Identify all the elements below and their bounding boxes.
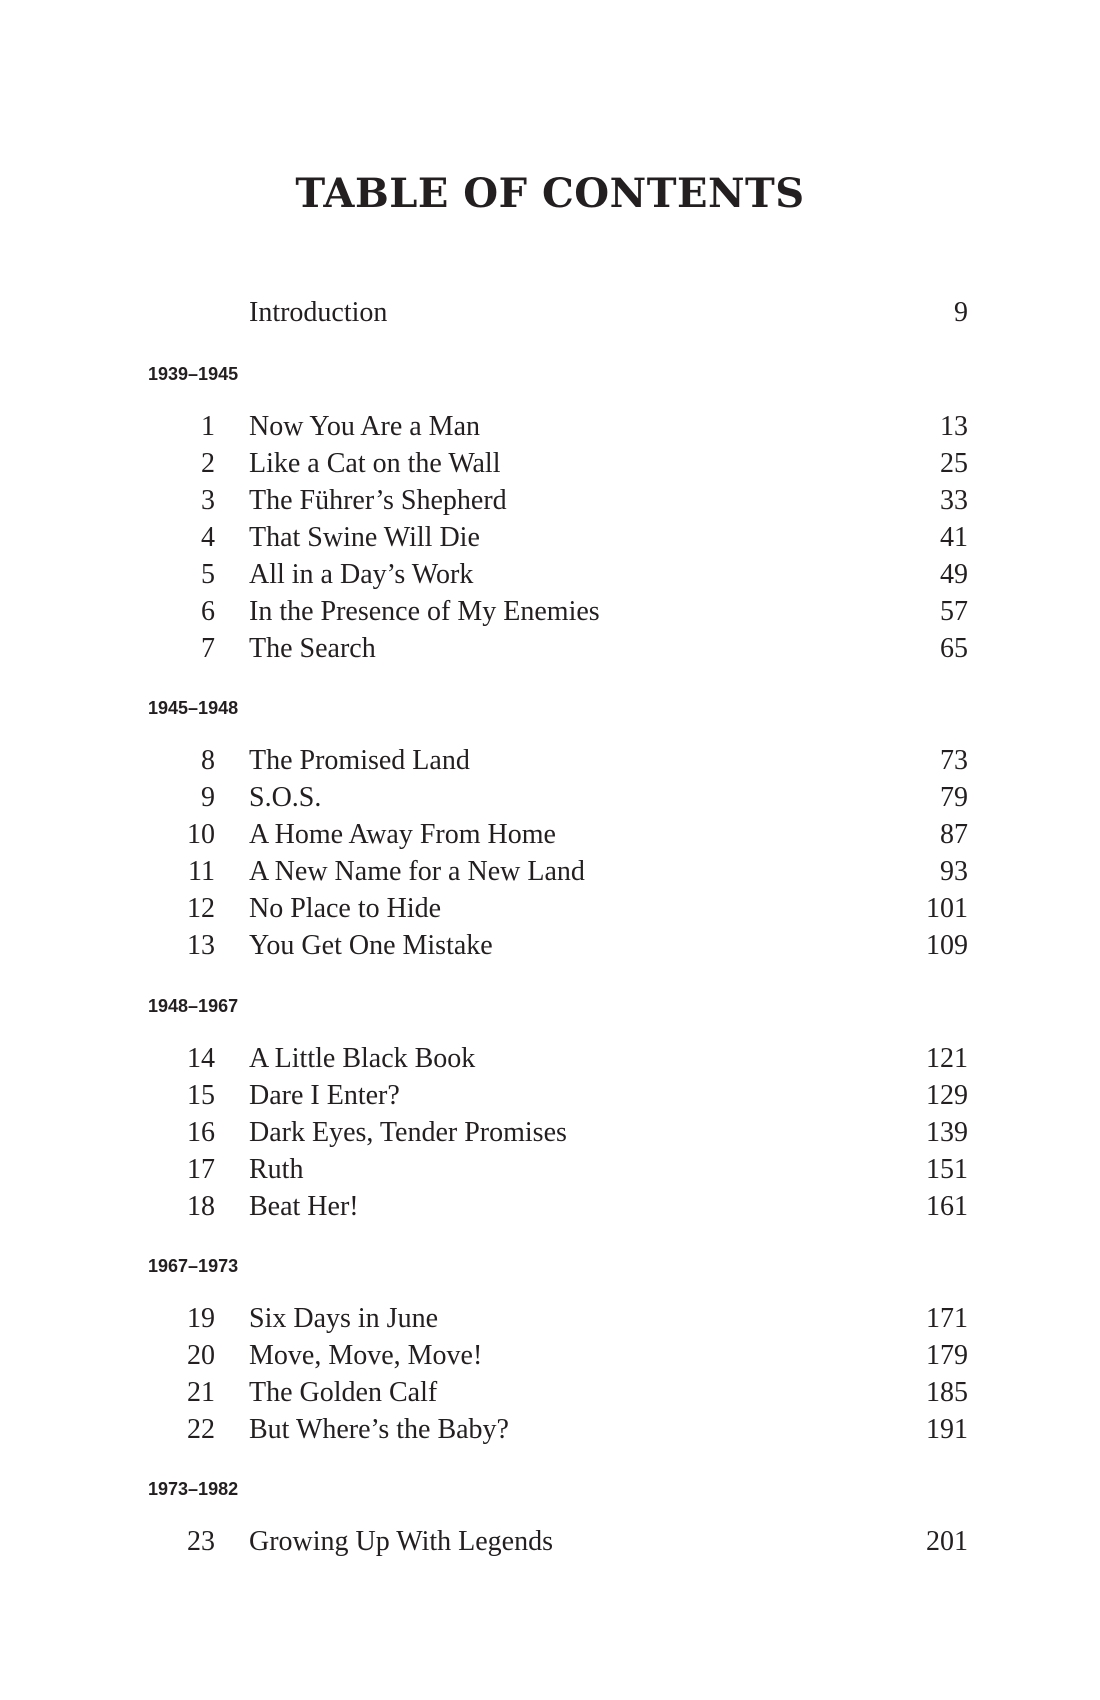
toc-entry xyxy=(0,408,1100,446)
chapter-page: 87 xyxy=(940,819,968,850)
chapter-page: 13 xyxy=(940,411,968,442)
chapter-number: 22 xyxy=(187,1414,215,1445)
chapter-title: In the Presence of My Enemies xyxy=(249,596,600,627)
toc-entry xyxy=(0,816,1100,854)
chapter-number: 1 xyxy=(201,411,215,442)
chapter-number: 14 xyxy=(187,1043,215,1074)
chapter-page: 161 xyxy=(926,1191,968,1222)
chapter-number: 15 xyxy=(187,1080,215,1111)
section-label: 1945–1948 xyxy=(148,698,239,718)
chapter-title: Dark Eyes, Tender Promises xyxy=(249,1117,567,1148)
chapter-number: 21 xyxy=(187,1377,215,1408)
chapter-title: Now You Are a Man xyxy=(249,411,480,442)
section-label: 1948–1967 xyxy=(148,996,239,1016)
chapter-page: 73 xyxy=(940,745,968,776)
chapter-page: 57 xyxy=(940,596,968,627)
chapter-page: 41 xyxy=(940,522,968,553)
chapter-title: The Golden Calf xyxy=(249,1377,438,1408)
toc-entry xyxy=(0,1374,1100,1412)
chapter-page: 179 xyxy=(926,1340,968,1371)
toc-entry xyxy=(0,927,1100,965)
chapter-title: But Where’s the Baby? xyxy=(249,1414,509,1445)
chapter-title: No Place to Hide xyxy=(249,893,442,924)
toc-entry xyxy=(0,1151,1100,1189)
toc-entry xyxy=(0,519,1100,557)
chapter-number: 9 xyxy=(201,782,215,813)
page-title: TABLE OF CONTENTS xyxy=(295,170,805,217)
chapter-number: 12 xyxy=(187,893,215,924)
chapter-title: Beat Her! xyxy=(249,1191,359,1222)
chapter-title: All in a Day’s Work xyxy=(249,559,474,590)
section-label: 1967–1973 xyxy=(148,1256,239,1276)
chapter-title: A Home Away From Home xyxy=(249,819,556,850)
chapter-title: You Get One Mistake xyxy=(249,930,493,961)
chapter-page: 49 xyxy=(940,559,968,590)
chapter-number: 2 xyxy=(201,448,215,479)
chapter-number: 6 xyxy=(201,596,215,627)
chapter-number: 13 xyxy=(187,930,215,961)
chapter-number: 5 xyxy=(201,559,215,590)
chapter-title: A New Name for a New Land xyxy=(249,856,585,887)
chapter-number: 20 xyxy=(187,1340,215,1371)
introduction-page: 9 xyxy=(954,297,968,328)
toc-entry xyxy=(0,556,1100,594)
toc-entry xyxy=(0,1337,1100,1375)
chapter-title: A Little Black Book xyxy=(249,1043,476,1074)
chapter-number: 7 xyxy=(201,633,215,664)
toc-entry xyxy=(0,890,1100,928)
toc-entry xyxy=(0,630,1100,668)
chapter-page: 121 xyxy=(926,1043,968,1074)
chapter-number: 19 xyxy=(187,1303,215,1334)
toc-entry xyxy=(0,1523,1100,1561)
toc-introduction-row xyxy=(0,294,1100,332)
introduction-title: Introduction xyxy=(249,297,388,328)
toc-entry xyxy=(0,1300,1100,1338)
toc-entry xyxy=(0,593,1100,631)
toc-entry xyxy=(0,742,1100,780)
chapter-title: The Search xyxy=(249,633,376,664)
toc-entry xyxy=(0,1040,1100,1078)
chapter-page: 185 xyxy=(926,1377,968,1408)
chapter-page: 79 xyxy=(940,782,968,813)
chapter-title: Ruth xyxy=(249,1154,304,1185)
chapter-number: 18 xyxy=(187,1191,215,1222)
chapter-page: 151 xyxy=(926,1154,968,1185)
chapter-page: 139 xyxy=(926,1117,968,1148)
chapter-title: S.O.S. xyxy=(249,782,322,813)
chapter-title: That Swine Will Die xyxy=(249,522,480,553)
chapter-page: 101 xyxy=(926,893,968,924)
chapter-page: 25 xyxy=(940,448,968,479)
chapter-page: 33 xyxy=(940,485,968,516)
chapter-number: 16 xyxy=(187,1117,215,1148)
chapter-title: Growing Up With Legends xyxy=(249,1526,553,1557)
chapter-page: 109 xyxy=(926,930,968,961)
chapter-title: Six Days in June xyxy=(249,1303,438,1334)
toc-entry xyxy=(0,1411,1100,1449)
section-label: 1973–1982 xyxy=(148,1479,239,1499)
chapter-number: 3 xyxy=(201,485,215,516)
chapter-number: 8 xyxy=(201,745,215,776)
section-label: 1939–1945 xyxy=(148,364,239,384)
chapter-page: 93 xyxy=(940,856,968,887)
chapter-number: 17 xyxy=(187,1154,215,1185)
toc-entry xyxy=(0,1188,1100,1226)
toc-entry xyxy=(0,482,1100,520)
chapter-number: 23 xyxy=(187,1526,215,1557)
toc-entry xyxy=(0,853,1100,891)
toc-entry xyxy=(0,779,1100,817)
chapter-page: 171 xyxy=(926,1303,968,1334)
chapter-page: 191 xyxy=(926,1414,968,1445)
toc-entry xyxy=(0,1114,1100,1152)
chapter-page: 201 xyxy=(926,1526,968,1557)
chapter-number: 11 xyxy=(188,856,215,887)
chapter-title: Dare I Enter? xyxy=(249,1080,400,1111)
chapter-title: Move, Move, Move! xyxy=(249,1340,483,1371)
chapter-number: 10 xyxy=(187,819,215,850)
toc-entry xyxy=(0,1077,1100,1115)
chapter-title: The Promised Land xyxy=(249,745,470,776)
chapter-title: Like a Cat on the Wall xyxy=(249,448,501,479)
toc-entry xyxy=(0,445,1100,483)
chapter-page: 129 xyxy=(926,1080,968,1111)
chapter-title: The Führer’s Shepherd xyxy=(249,485,507,516)
chapter-page: 65 xyxy=(940,633,968,664)
chapter-number: 4 xyxy=(201,522,215,553)
